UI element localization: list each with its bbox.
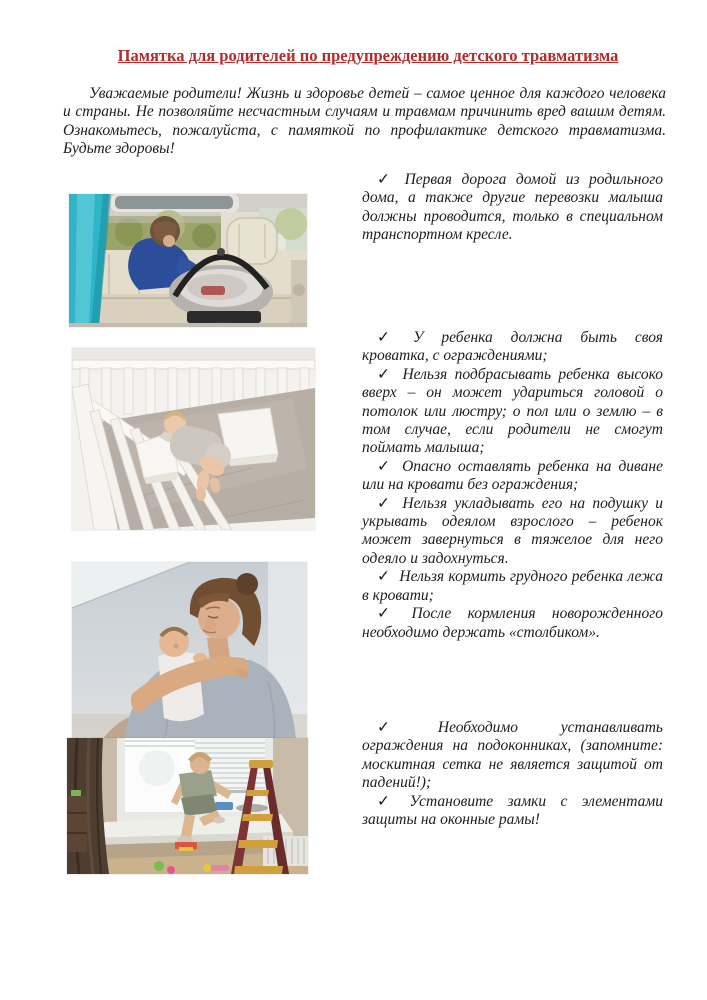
checklist-item: ✓ Необходимо устанавливать ограждения на подоконниках, (запомните: москитная сетка не является защитой от падений!); (362, 719, 663, 792)
checklist-item: ✓ Нельзя укладывать его на подушку и укрывать одеялом взрослого – ребенок может завернуться в тяжелое для него одеяло и задохнуться. (362, 494, 663, 567)
checklist-car-safety (362, 171, 663, 245)
page-title: Памятка для родителей по предупреждению детского травматизма (117, 46, 619, 65)
check-icon: ✓ (377, 329, 405, 346)
check-icon: ✓ (377, 171, 396, 188)
check-icon: ✓ (377, 457, 394, 475)
check-icon: ✓ (377, 494, 394, 512)
checklist-crib-and-feeding-safety (362, 329, 663, 642)
checklist-item: ✓ После кормления новорожденного необходимо держать «столбиком». (362, 605, 663, 641)
checklist-window-safety (362, 719, 663, 829)
check-icon: ✓ (377, 792, 401, 810)
checklist-item: ✓ Первая дорога домой из родильного дома, а также другие перевозки малыша должны проводится, только в специальном транспортном кресле. (362, 171, 663, 244)
photo-baby-in-crib (72, 348, 315, 530)
photo-child-on-windowsill (67, 738, 308, 874)
photo-baby-car-seat (69, 194, 307, 327)
window-danger-scene (67, 738, 308, 874)
checklist-item: ✓ Нельзя подбрасывать ребенка высоко вверх – он может удариться головой о потолок или люстру; о пол или о землю – в том случае, если родители не смогут поймать малыша; (362, 365, 663, 457)
mother-baby-scene (72, 562, 307, 740)
crib-scene (72, 348, 315, 530)
checklist-item: ✓ Нельзя кормить грудного ребенка лежа в кровати; (362, 568, 663, 604)
checklist-item: ✓ У ребенка должна быть своя кроватка, с ограждениями; (362, 329, 663, 365)
photo-mother-holding-baby (72, 562, 307, 740)
check-icon: ✓ (377, 605, 403, 623)
checklist-item: ✓ Установите замки с элементами защиты на оконные рамы! (362, 792, 663, 829)
checklist-item: ✓ Опасно оставлять ребенка на диване или на кровати без ограждения; (362, 457, 663, 494)
intro-paragraph: Уважаемые родители! Жизнь и здоровье детей – самое ценное для каждого человека и страны. Не позволяйте несчастным случаям и травмам причинить вред вашим детям. Ознакомьтесь, пожалуйста, с памяткой по профилактике детского травматизма. Будьте здоровы! (63, 85, 666, 158)
shelf-unit (67, 790, 87, 852)
check-icon: ✓ (377, 719, 429, 736)
check-icon: ✓ (377, 365, 394, 383)
car-interior-scene (69, 194, 307, 327)
check-icon: ✓ (377, 568, 391, 586)
